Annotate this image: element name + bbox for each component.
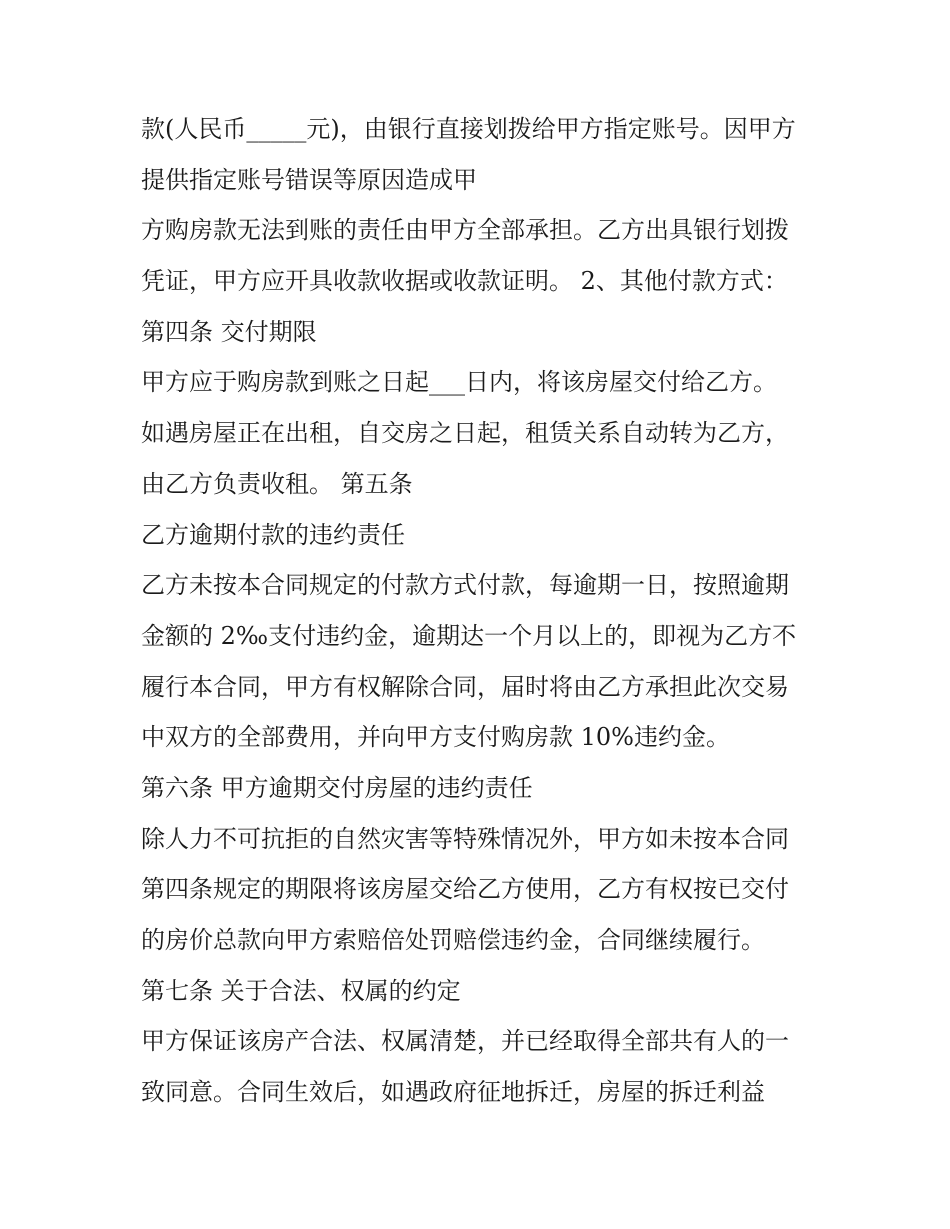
text-line-11: 金额的 2‰支付违约金，逾期达一个月以上的，即视为乙方不: [141, 621, 797, 650]
text-line-6: 甲方应于购房款到账之日起___日内，将该房屋交付给乙方。: [141, 368, 777, 397]
text-line-3: 方购房款无法到账的责任由甲方全部承担。乙方出具银行划拨: [141, 216, 789, 245]
article-5-heading: 乙方逾期付款的违约责任: [141, 520, 405, 549]
text-line-16: 第四条规定的期限将该房屋交给乙方使用，乙方有权按已交付: [141, 875, 789, 904]
text-line-4: 凭证，甲方应开具收款收据或收款证明。 2、其他付款方式：: [141, 267, 788, 296]
text-line-12: 履行本合同，甲方有权解除合同，届时将由乙方承担此次交易: [141, 672, 789, 701]
text-line-19: 甲方保证该房产合法、权属清楚，并已经取得全部共有人的一: [141, 1027, 789, 1056]
text-line-2: 提供指定账号错误等原因造成甲: [141, 165, 477, 194]
article-4-heading: 第四条 交付期限: [141, 317, 317, 346]
text-line-13: 中双方的全部费用，并向甲方支付购房款 10%违约金。: [141, 723, 730, 752]
text-line-8: 由乙方负责收租。 第五条: [141, 469, 413, 498]
article-7-heading: 第七条 关于合法、权属的约定: [141, 976, 461, 1005]
text-line-17: 的房价总款向甲方索赔倍处罚赔偿违约金，合同继续履行。: [141, 926, 765, 954]
text-line-15: 除人力不可抗拒的自然灾害等特殊情况外，甲方如未按本合同: [141, 824, 789, 853]
text-line-10: 乙方未按本合同规定的付款方式付款，每逾期一日，按照逾期: [141, 571, 789, 600]
text-line-1: 款(人民币_____元)，由银行直接划拨给甲方指定账号。因甲方: [141, 115, 796, 143]
article-6-heading: 第六条 甲方逾期交付房屋的违约责任: [141, 773, 533, 802]
text-line-20: 致同意。合同生效后，如遇政府征地拆迁，房屋的拆迁利益: [141, 1078, 765, 1107]
text-line-7: 如遇房屋正在出租，自交房之日起，租赁关系自动转为乙方，: [141, 419, 789, 448]
contract-body: [141, 104, 821, 1118]
